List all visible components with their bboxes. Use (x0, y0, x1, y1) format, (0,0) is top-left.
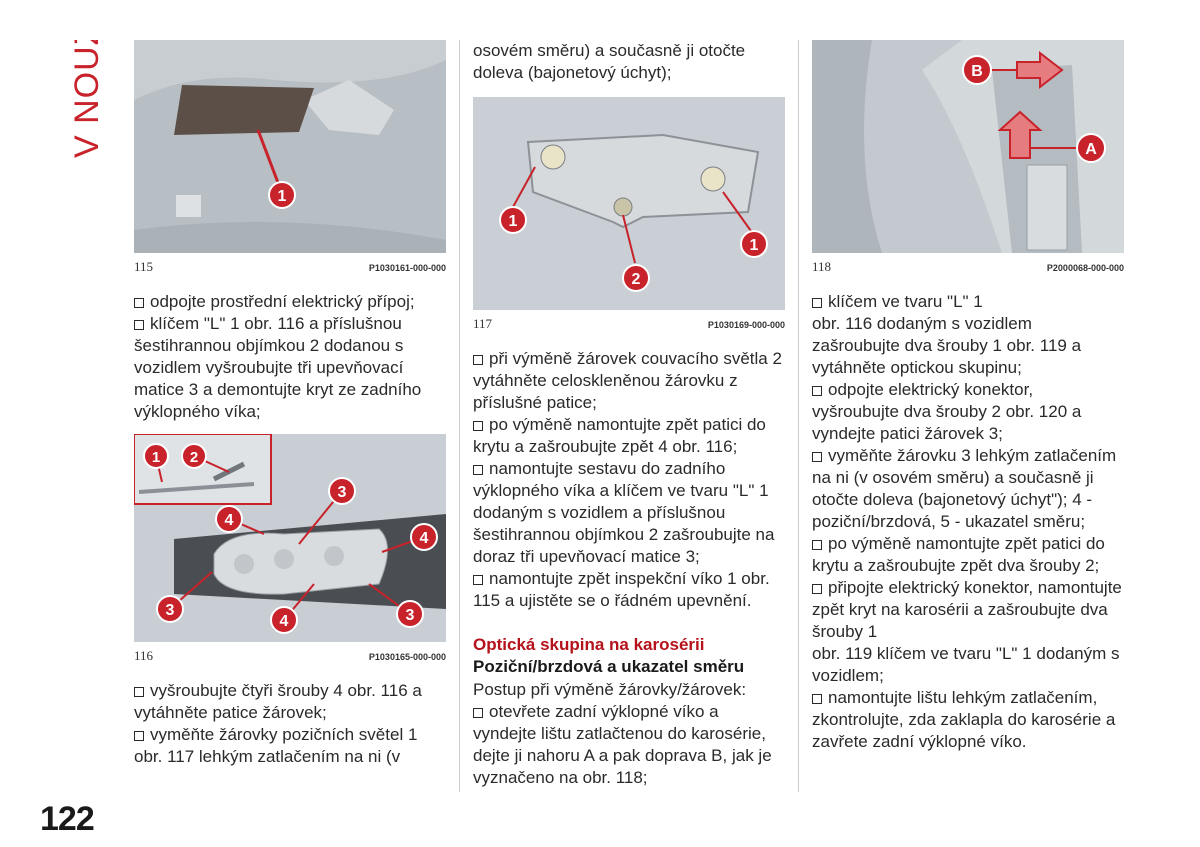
instruction-item: připojte elektrický konektor, namontujte zpět kryt na karosérii a zašroubujte dva šrouby 1 (812, 577, 1124, 643)
column-3 (812, 40, 1124, 753)
figure-caption (812, 259, 1124, 275)
instruction-continuation: obr. 119 klíčem ve tvaru "L" 1 dodaným s vozidlem; (812, 644, 1120, 685)
instruction-item: vyměňte žárovku 3 lehkým zatlačením na ni (v osovém směru) a současně ji otočte doleva (bajonetový úchyt"); 4 - poziční/brzdová, 5 - ukazatel směru; (812, 445, 1124, 533)
instruction-item: po výměně namontujte zpět patici do krytu a zašroubujte zpět dva šrouby 2; (812, 533, 1124, 577)
instruction-continuation: osovém směru) a současně ji otočte doleva (bajonetový úchyt); (473, 41, 746, 82)
column-divider (459, 40, 460, 792)
instruction-item: odpojte prostřední elektrický přípoj; (134, 291, 446, 313)
instructions-text (473, 348, 785, 612)
column-2 (473, 40, 785, 789)
section-heading: Optická skupina na karosérii (473, 635, 705, 654)
instructions-text (812, 291, 1124, 753)
callout-label: 3 (165, 602, 175, 619)
callout-label: 1 (277, 188, 287, 205)
instruction-item: namontujte sestavu do zadního výklopného víka a klíčem ve tvaru "L" 1 dodaným s vozidlem a příslušnou šestihrannou objímkou 2 zašroubujte na doraz tři upevňovací matice 3; (473, 458, 785, 568)
instructions-text (473, 679, 785, 789)
column-1 (134, 40, 446, 768)
page-number: 122 (40, 800, 94, 838)
instruction-item: po výměně namontujte zpět patici do krytu a zašroubujte zpět 4 obr. 116; (473, 414, 785, 458)
figure-number: 116 (134, 648, 154, 663)
callout-label: 1 (749, 237, 759, 254)
instruction-item: při výměně žárovek couvacího světla 2 vytáhněte celoskleněnou žárovku z příslušné patice; (473, 348, 785, 414)
callout-label: 1 (151, 449, 161, 466)
instruction-continuation: obr. 116 dodaným s vozidlem zašroubujte dva šrouby 1 obr. 119 a vytáhněte optickou skupinu; (812, 314, 1082, 377)
callout-label: 3 (405, 607, 415, 624)
instruction-item: klíčem "L" 1 obr. 116 a příslušnou šestihrannou objímkou 2 dodanou s vozidlem vyšroubujte tři upevňovací matice 3 a demontujte kryt ze zadního výklopného víka; (134, 313, 446, 423)
figure-117 (473, 97, 785, 310)
figure-caption (134, 648, 446, 664)
instructions-text (134, 291, 446, 423)
callout-label: 4 (279, 613, 289, 630)
figure-caption (134, 259, 446, 275)
callout-label: B (971, 63, 983, 80)
figure-code: P1030169-000-000 (707, 320, 785, 330)
section-subheading: Poziční/brzdová a ukazatel směru (473, 657, 745, 676)
callout-label: 1 (508, 213, 518, 230)
procedure-intro: Postup při výměně žárovky/žárovek: (473, 680, 747, 699)
instruction-item: odpojte elektrický konektor, vyšroubujte dva šrouby 2 obr. 120 a vyndejte patici žárovek 3; (812, 379, 1124, 445)
section-title (68, 40, 108, 160)
figure-number: 118 (812, 259, 832, 274)
callout-label: 4 (224, 512, 234, 529)
figure-code: P1030161-000-000 (368, 263, 446, 273)
section-block (473, 635, 785, 789)
instruction-item: namontujte lištu lehkým zatlačením, zkontrolujte, zda zaklapla do karosérie a zavřete zadní výklopné víko. (812, 687, 1124, 753)
figure-code: P2000068-000-000 (1046, 263, 1124, 273)
instruction-item: vyměňte žárovky pozičních světel 1 obr. 117 lehkým zatlačením na ni (v (134, 724, 446, 768)
figure-116 (134, 434, 446, 642)
callout-label: 3 (337, 484, 347, 501)
figure-code: P1030165-000-000 (368, 652, 446, 662)
figure-caption (473, 316, 785, 332)
figure-118 (812, 40, 1124, 253)
column-divider (798, 40, 799, 792)
figure-number: 117 (473, 316, 493, 331)
callout-label: 2 (189, 449, 199, 466)
callout-label: 2 (631, 271, 641, 288)
instruction-item: vyšroubujte čtyři šrouby 4 obr. 116 a vytáhněte patice žárovek; (134, 680, 446, 724)
instructions-text (134, 680, 446, 768)
figure-115 (134, 40, 446, 253)
instruction-item: otevřete zadní výklopné víko a vyndejte lištu zatlačtenou do karosérie, dejte ji nahoru A a pak doprava B, jak je vyznačeno na obr. 118; (473, 701, 785, 789)
section-title-text: V NOUZI (68, 40, 106, 158)
callout-label: A (1085, 141, 1097, 158)
callout-label: 4 (419, 530, 429, 547)
instruction-item: namontujte zpět inspekční víko 1 obr. 115 a ujistěte se o řádném upevnění. (473, 568, 785, 612)
instruction-item: klíčem ve tvaru "L" 1 (812, 291, 1124, 313)
instructions-text (473, 40, 785, 84)
figure-number: 115 (134, 259, 154, 274)
